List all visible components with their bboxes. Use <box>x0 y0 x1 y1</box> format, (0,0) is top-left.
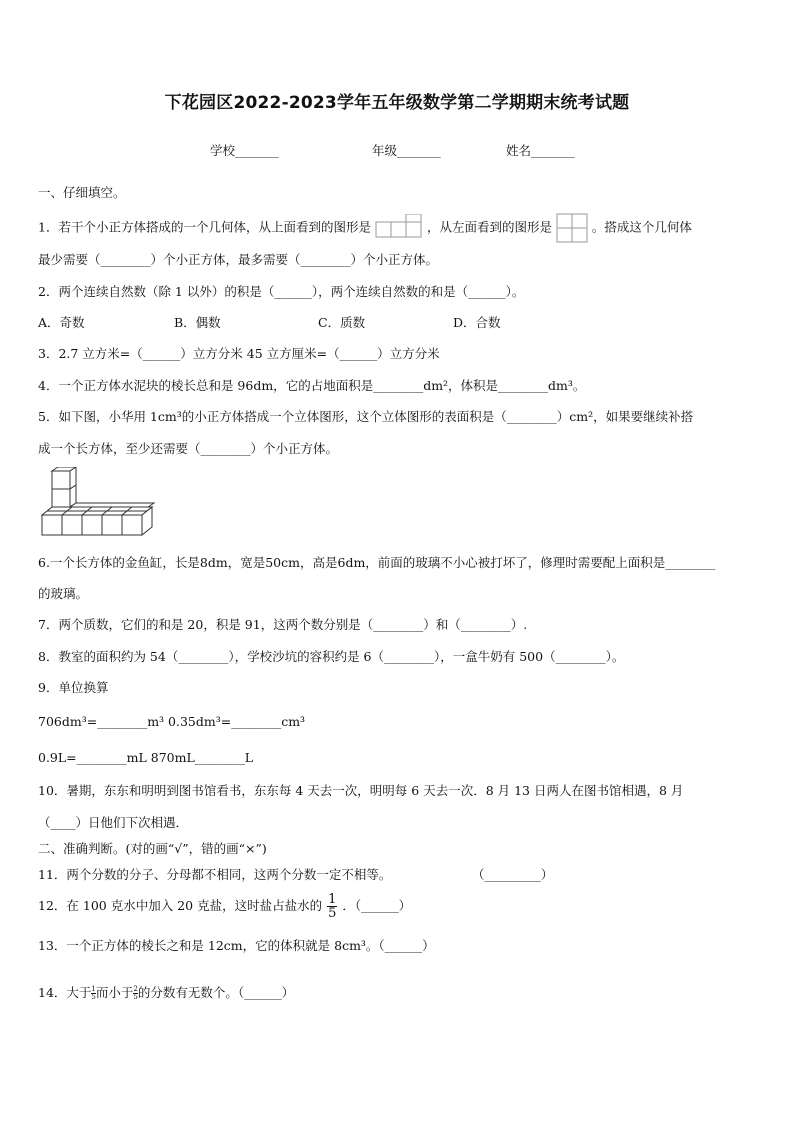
q2-option-d: D．合数 <box>453 315 501 330</box>
question-14 <box>38 983 294 1001</box>
q12-text-a: 12．在 100 克水中加入 20 克盐，这时盐占盐水的 <box>38 898 323 913</box>
question-11 <box>38 865 391 883</box>
question-7: 7．两个质数，它们的和是 20，积是 91，这两个数分别是（________）和（________）. <box>38 617 528 632</box>
section-heading-2: 二、准确判断。(对的画“√”，错的画“×”) <box>38 841 267 856</box>
top-view-grid-icon <box>375 214 423 242</box>
q2-option-b: B．偶数 <box>174 315 221 330</box>
school-field: 学校_______ <box>210 143 279 158</box>
q2-option-c: C．质数 <box>318 315 366 330</box>
q12-fraction-numerator: 1 <box>328 892 337 907</box>
question-5-line-2: 成一个长方体，至少还需要（________）个小正方体。 <box>38 441 339 456</box>
question-9-row-1: 706dm³=________m³ 0.35dm³=________cm³ <box>38 714 306 729</box>
q12-text-b: ．（______） <box>342 898 412 913</box>
question-10-line-1: 10．暑期，东东和明明到图书馆看书，东东每 4 天去一次，明明每 6 天去一次．8 月 13 日两人在图书馆相遇，8 月 <box>38 783 684 798</box>
q12-fraction <box>327 893 337 920</box>
question-13: 13．一个正方体的棱长之和是 12cm，它的体积就是 8cm³。（______） <box>38 938 435 953</box>
question-6-line-1: 6.一个长方体的金鱼缸，长是8dm，宽是50cm，高是6dm，前面的玻璃不小心被打坏了，修理时需要配上面积是________ <box>38 555 716 570</box>
q14-text-b: 的分数有无数个。（______） <box>137 985 295 1000</box>
q14-f1-denominator: 5 <box>91 993 96 1001</box>
question-10-line-2: （____）日他们下次相遇． <box>38 815 189 830</box>
q11-text: 11．两个分数的分子、分母都不相同，这两个分数一定不相等。 <box>38 867 392 882</box>
q14-f1-numerator: 1 <box>91 985 96 993</box>
q1-text-a: 1．若干个小正方体搭成的一个几何体，从上面看到的图形是 <box>38 219 371 235</box>
grade-field: 年级_______ <box>372 143 441 158</box>
question-12 <box>38 893 411 920</box>
question-3: 3．2.7 立方米=（______）立方分米 45 立方厘米=（______）立方分米 <box>38 346 440 361</box>
q14-f2-numerator: 2 <box>133 985 138 993</box>
q14-text-mid: 而小于 <box>95 985 134 1000</box>
question-1-line-1 <box>38 213 692 243</box>
q1-text-c: 。搭成这个几何体 <box>591 219 692 235</box>
q1-text-b: ，从左面看到的图形是 <box>426 219 552 235</box>
section-heading-1: 一、仔细填空。 <box>38 185 126 200</box>
question-4: 4．一个正方体水泥块的棱长总和是 96dm，它的占地面积是________dm²，体积是________dm³。 <box>38 378 586 393</box>
question-5-line-1: 5．如下图，小华用 1cm³的小正方体搭成一个立体图形，这个立体图形的表面积是（________）cm²，如果要继续补搭 <box>38 409 694 424</box>
question-9-row-2: 0.9L=________mL 870mL________L <box>38 750 254 765</box>
question-9-heading: 9．单位换算 <box>38 680 109 695</box>
left-view-grid-icon <box>556 213 588 243</box>
q11-answer-blank: （_________） <box>472 867 554 882</box>
q14-f2-denominator: 5 <box>133 993 138 1001</box>
cube-figure <box>40 467 160 539</box>
question-2: 2．两个连续自然数（除 1 以外）的积是（______），两个连续自然数的和是（______）。 <box>38 284 525 299</box>
name-field: 姓名_______ <box>506 143 575 158</box>
page-title: 下花园区2022-2023学年五年级数学第二学期期末统考试题 <box>164 93 630 113</box>
question-1-line-2: 最少需要（________）个小正方体，最多需要（________）个小正方体。 <box>38 252 439 267</box>
q14-text-a: 14．大于 <box>38 985 92 1000</box>
q2-option-a: A．奇数 <box>38 315 85 330</box>
question-6-line-2: 的玻璃。 <box>38 586 89 601</box>
q12-fraction-denominator: 5 <box>328 906 337 921</box>
question-8: 8．教室的面积约为 54（________），学校沙坑的容积约是 6（________），一盒牛奶有 500（________）。 <box>38 649 625 664</box>
